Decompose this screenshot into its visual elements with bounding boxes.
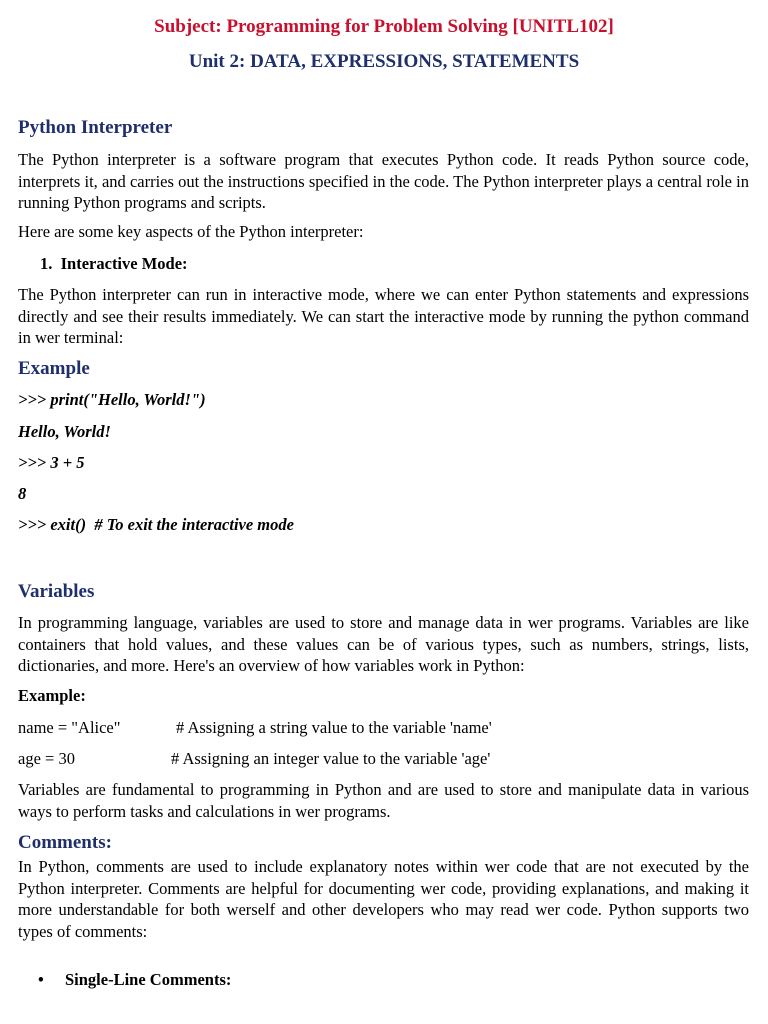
interactive-mode-paragraph: The Python interpreter can run in interactive mode, where we can enter Python statements and expressions directly and see their results immediately. We can start the interactive mode by running the python command in wer terminal: [18,285,749,347]
example-line-exit: >>> exit() # To exit the interactive mode [18,515,294,534]
interpreter-paragraph: The Python interpreter is a software program that executes Python code. It reads Python source code, interprets it, and carries out the instructions specified in the code. The Python interpreter plays a central role in running Python programs and scripts. [18,150,749,212]
comments-paragraph: In Python, comments are used to include explanatory notes within wer code that are not executed by the Python interpreter. Comments are helpful for documenting wer code, providing explanations, and making it more understandable for both werself and other developers who may read wer code. Python supports two types of comments: [18,857,749,941]
single-line-comments-item: Single-Line Comments: [65,970,232,989]
list-item-interactive-mode [40,254,188,274]
key-aspects-paragraph: Here are some key aspects of the Python interpreter: [18,222,364,241]
unit-title: Unit 2: DATA, EXPRESSIONS, STATEMENTS [188,51,580,72]
code-age-assignment: age = 30 [18,749,75,768]
example-line-result: 8 [18,484,27,503]
bullet-icon: • [38,970,44,989]
code-name-assignment: name = "Alice" [18,718,121,737]
example-line-print: >>> print("Hello, World!") [18,390,206,409]
variables-summary-paragraph: Variables are fundamental to programming in Python and are used to store and manipulate data in various ways to perform tasks and calculations in wer programs. [18,780,749,821]
code-comment-name: # Assigning a string value to the variable 'name' [176,718,492,737]
subject-title: Subject: Programming for Problem Solving [UNITL102] [154,16,614,37]
example-line-hello-output: Hello, World! [18,422,111,441]
example-line-addition: >>> 3 + 5 [18,453,85,472]
example-heading: Example [18,358,90,379]
code-line-age [18,749,75,769]
list-number: 1. [40,254,53,273]
code-comment-age: # Assigning an integer value to the variable 'age' [171,749,491,768]
variables-example-label: Example: [18,686,86,705]
code-line-name [18,718,121,738]
variables-heading: Variables [18,581,95,602]
comments-heading: Comments: [18,832,112,853]
list-item-label: Interactive Mode: [60,254,188,273]
variables-paragraph: In programming language, variables are used to store and manage data in wer programs. Variables are like containers that hold values, and these values can be of various types, such as numbers, strings, lists, dictionaries, and more. Here's an overview of how variables work in Python: [18,613,749,675]
python-interpreter-heading: Python Interpreter [18,117,173,138]
